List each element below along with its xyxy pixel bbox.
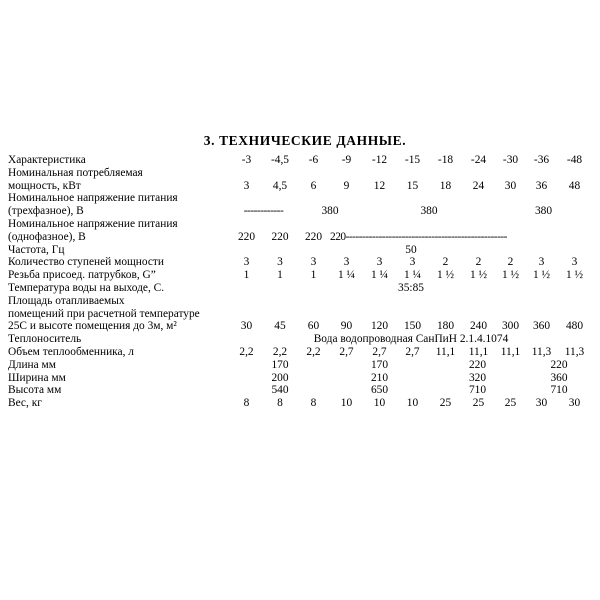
row-7-val-10: 480 (565, 320, 584, 333)
row-2-val-1: 220 (271, 230, 289, 243)
row-10-label: Длина мм (8, 358, 56, 371)
row-13-val-1: 8 (277, 397, 283, 410)
row-4-val-7: 2 (475, 256, 482, 269)
row-7-label-line2: помещений при расчетной температуре (8, 307, 200, 320)
row-1-label-line1: Номинальное напряжение питания (8, 192, 178, 205)
row-2-label-line1: Номинальное напряжение питания (8, 217, 178, 230)
row-7-val-8: 300 (501, 320, 520, 333)
row-5-val-0: 1 (243, 269, 250, 282)
row-10-val-7: 220 (468, 358, 487, 371)
row-7-val-1: 45 (274, 320, 286, 333)
row-13-val-6: 25 (439, 397, 452, 410)
row-11-val-7: 320 (468, 371, 487, 384)
row-7-val-6: 180 (436, 320, 455, 333)
row-5-val-2: 1 (310, 269, 317, 282)
row-0-label-line2: мощность, кВт (8, 179, 81, 192)
row-4-val-0: 3 (243, 256, 250, 269)
row-13-val-4: 10 (373, 397, 386, 410)
row-2-val-0: 220 (237, 230, 256, 243)
row-13-val-3: 10 (340, 397, 353, 410)
row-0-val-7: 24 (472, 179, 485, 192)
row-13-val-9: 30 (535, 397, 548, 410)
row-4-val-8: 2 (507, 256, 514, 269)
row-7-label-line3: 25С и высоте помещения до 3м, м² (8, 320, 177, 333)
row-13-val-0: 8 (243, 397, 250, 410)
row-9-val-7: 11,1 (468, 345, 489, 358)
table-row (8, 192, 592, 218)
row-4-val-2: 3 (310, 256, 317, 269)
row-2-val-3: 220------------------------------------------------- (330, 230, 507, 243)
row-1-val-0: ------------ (243, 205, 284, 218)
row-0-val-5: 15 (406, 179, 419, 192)
row-7-val-5: 150 (403, 320, 422, 333)
row-12-val-1: 540 (271, 384, 289, 397)
header-model-0: -3 (241, 154, 252, 166)
row-12-val-9: 710 (550, 384, 568, 397)
header-model-8: -30 (502, 154, 519, 166)
row-5-val-9: 1 ½ (532, 269, 551, 282)
table-row (8, 372, 592, 385)
header-model-10: -48 (566, 154, 583, 166)
row-3-label: Частота, Гц (8, 243, 65, 256)
row-0-val-10: 48 (568, 179, 581, 192)
row-0-label-line1: Номинальная потребляемая (8, 166, 143, 179)
row-10-val-4: 170 (370, 358, 389, 371)
row-4-val-6: 2 (442, 256, 449, 269)
row-5-label: Резьба присоед. патрубков, G” (8, 269, 156, 282)
row-0-val-9: 36 (535, 179, 548, 192)
row-4-val-4: 3 (376, 256, 383, 269)
row-7-label (8, 295, 230, 333)
row-8-merged-value: Вода водопроводная СанПиН 2.1.4.1074 (313, 333, 509, 346)
row-9-val-4: 2,7 (372, 345, 387, 358)
row-9-val-5: 2,7 (405, 345, 420, 358)
header-model-1: -4,5 (270, 154, 290, 166)
row-8-label: Теплоноситель (8, 333, 82, 346)
technical-data-table (8, 154, 592, 410)
row-4-val-3: 3 (343, 256, 350, 269)
table-row (8, 384, 592, 397)
row-3-merged-value: 50 (405, 243, 417, 256)
row-2-label-line2: (однофазное), В (8, 230, 86, 243)
row-7-val-4: 120 (370, 320, 389, 333)
row-5-val-6: 1 ½ (436, 269, 455, 282)
row-11-val-1: 200 (271, 371, 289, 384)
row-7-val-9: 360 (532, 320, 551, 333)
row-9-val-6: 11,1 (435, 345, 456, 358)
row-5-val-1: 1 (277, 269, 283, 282)
header-model-5: -15 (404, 154, 421, 166)
row-9-val-0: 2,2 (239, 345, 254, 358)
table-row (8, 346, 592, 359)
row-4-val-10: 3 (571, 256, 578, 269)
row-2-label (8, 218, 230, 244)
row-9-val-2: 2,2 (306, 345, 321, 358)
row-6-merged-value: 35:85 (398, 281, 424, 294)
row-5-val-3: 1 ¼ (337, 269, 356, 282)
row-13-val-2: 8 (310, 397, 317, 410)
row-12-label: Высота мм (8, 384, 62, 397)
row-9-label: Объем теплообменника, л (8, 345, 134, 358)
row-0-label (8, 167, 230, 193)
row-1-val-9: 380 (534, 205, 553, 218)
row-0-val-8: 30 (504, 179, 517, 192)
row-9-val-8: 11,1 (500, 345, 521, 358)
row-0-val-1: 4,5 (272, 179, 288, 192)
row-9-val-10: 11,3 (564, 345, 585, 358)
table-row (8, 218, 592, 244)
table-row (8, 269, 592, 282)
table-header-row (8, 154, 592, 167)
row-0-val-0: 3 (243, 179, 250, 192)
table-row (8, 397, 592, 410)
row-10-val-1: 170 (271, 358, 289, 371)
header-model-9: -36 (533, 154, 550, 166)
row-7-val-3: 90 (340, 320, 353, 333)
row-5-val-10: 1 ½ (565, 269, 584, 282)
header-model-6: -18 (437, 154, 454, 166)
row-9-val-1: 2,2 (272, 345, 288, 358)
header-label: Характеристика (8, 154, 86, 166)
row-1-val-5: 380 (420, 205, 438, 218)
row-11-val-9: 360 (550, 371, 568, 384)
row-7-val-2: 60 (307, 320, 320, 333)
row-1-val-2: 380 (321, 205, 339, 218)
header-model-2: -6 (308, 154, 319, 166)
row-1-label-line2: (трехфазное), В (8, 205, 84, 218)
table-row (8, 359, 592, 372)
table-row (8, 295, 592, 333)
page-title: 3. ТЕХНИЧЕСКИЕ ДАННЫЕ. (203, 133, 407, 148)
header-model-4: -12 (371, 154, 388, 166)
row-4-val-9: 3 (538, 256, 545, 269)
row-12-val-4: 650 (370, 384, 389, 397)
row-1-label (8, 192, 230, 218)
row-10-val-9: 220 (550, 358, 568, 371)
row-0-val-4: 12 (373, 179, 386, 192)
table-row (8, 256, 592, 269)
row-4-label: Количество ступеней мощности (8, 256, 165, 269)
row-9-val-9: 11,3 (531, 345, 552, 358)
row-6-label: Температура воды на выходе, С. (8, 281, 165, 294)
table-row (8, 167, 592, 193)
row-7-val-7: 240 (469, 320, 488, 333)
row-13-val-5: 10 (406, 397, 419, 410)
row-11-label: Ширина мм (8, 371, 66, 384)
row-13-val-8: 25 (504, 397, 517, 410)
row-2-val-2: 220 (304, 230, 323, 243)
row-13-val-10: 30 (568, 397, 581, 410)
row-0-val-6: 18 (439, 179, 452, 192)
row-12-val-7: 710 (468, 384, 487, 397)
row-11-val-4: 210 (370, 371, 389, 384)
row-0-val-2: 6 (310, 179, 317, 192)
row-5-val-4: 1 ¼ (370, 269, 389, 282)
row-5-val-5: 1 ¼ (403, 269, 422, 282)
table-row (8, 282, 592, 295)
header-model-7: -24 (470, 154, 487, 166)
row-7-label-line1: Площадь отапливаемых (8, 294, 125, 307)
row-5-val-7: 1 ½ (469, 269, 488, 282)
table-row (8, 244, 592, 257)
row-0-val-3: 9 (343, 179, 350, 192)
row-9-val-3: 2,7 (339, 345, 354, 358)
row-7-val-0: 30 (240, 320, 253, 333)
header-model-3: -9 (341, 154, 352, 166)
table-row (8, 333, 592, 346)
row-4-val-5: 3 (409, 256, 416, 269)
row-13-label: Вес, кг (8, 397, 42, 410)
row-5-val-8: 1 ½ (501, 269, 520, 282)
row-13-val-7: 25 (472, 397, 485, 410)
row-4-val-1: 3 (277, 256, 283, 269)
